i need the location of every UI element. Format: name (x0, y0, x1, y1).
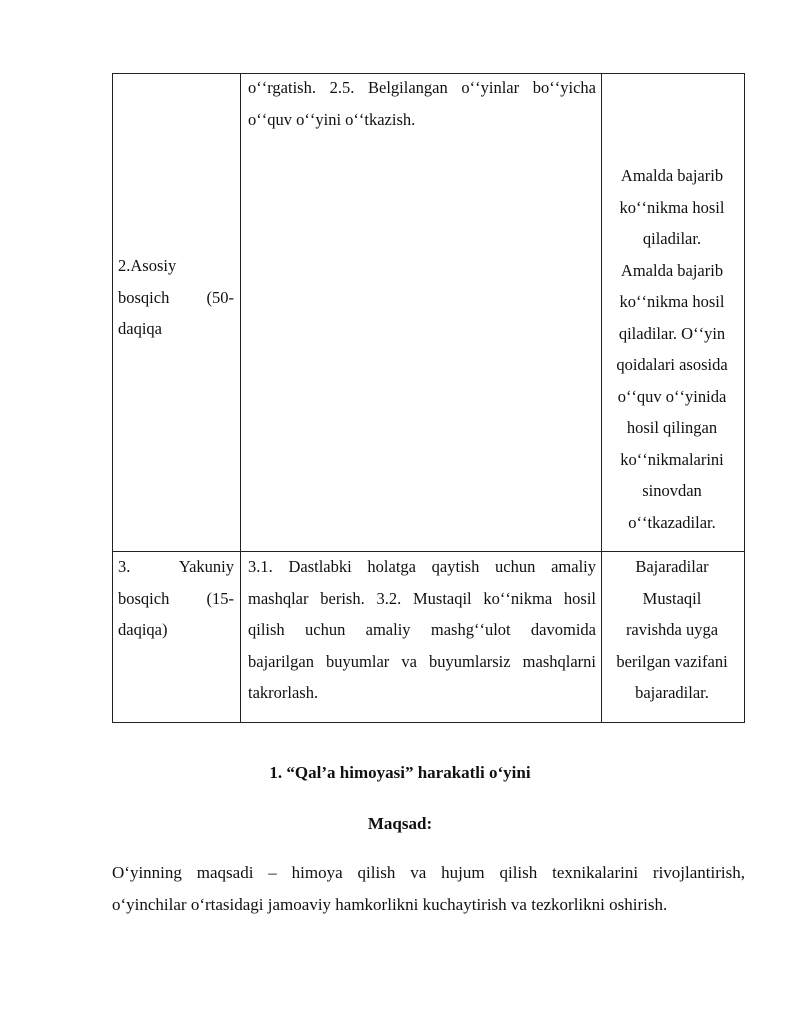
result-cell (608, 551, 736, 709)
content-line: bajarilgan buyumlar va buyumlarsiz mashqlarni (248, 651, 596, 671)
stage-line: bosqich (50- (118, 287, 234, 307)
result-line: qoidalari asosida (616, 355, 728, 374)
content-line: mashqlar berish. 3.2. Mustaqil koʻʻnikma hosil (248, 588, 596, 608)
result-line: bajaradilar. (635, 683, 709, 702)
content-line: qilish uchun amaliy mashgʻʻulot davomida (248, 620, 596, 639)
content-line: oʻʻquv oʻʻyini oʻʻtkazish. (248, 109, 416, 129)
stage-line: 3. Yakuniy (118, 557, 234, 576)
content-cell (248, 72, 596, 135)
result-line: oʻʻquv oʻʻyinida (617, 386, 727, 406)
result-line: ravishda uyga (625, 620, 719, 639)
result-line: qiladilar. Oʻʻyin (618, 323, 726, 343)
result-line: qiladilar. (642, 229, 702, 248)
table-row (112, 551, 745, 723)
result-line: Bajaradilar (635, 557, 709, 576)
stage-line: bosqich (15- (118, 588, 234, 608)
stage-cell (118, 250, 234, 345)
table-row (112, 73, 745, 552)
paragraph-line: oʻyinchilar oʻrtasidagi jamoaviy hamkorlikni kuchaytirish va tezkorlikni oshirish. (112, 895, 668, 914)
result-line: Mustaqil (642, 588, 702, 608)
goal-heading: Maqsad: (367, 814, 433, 833)
result-line: Amalda bajarib (620, 260, 724, 280)
result-line: koʻʻnikmalarini (620, 449, 724, 469)
lesson-stages-table (112, 73, 745, 722)
content-cell (248, 551, 596, 709)
stage-line: 2.Asosiy (118, 256, 177, 275)
content-line: oʻʻrgatish. 2.5. Belgilangan oʻʻyinlar boʻʻyicha (248, 78, 596, 97)
stage-line: daqiqa (118, 319, 162, 338)
result-line: sinovdan (642, 481, 702, 500)
result-line: berilgan vazifani (616, 651, 728, 671)
result-line: oʻʻtkazadilar. (628, 512, 716, 532)
paragraph-line: Oʻyinning maqsadi – himoya qilish va hujum qilish texnikalarini rivojlantirish, (112, 863, 745, 882)
content-line: takrorlash. (248, 683, 319, 702)
stage-line: daqiqa) (118, 620, 168, 639)
stage-cell (118, 551, 234, 646)
result-cell (608, 160, 736, 538)
content-line: 3.1. Dastlabki holatga qaytish uchun amaliy (248, 557, 596, 576)
goal-paragraph (112, 857, 745, 921)
section-title: 1. “Qal’a himoyasi” harakatli oʻyini (269, 763, 531, 782)
result-line: Amalda bajarib (620, 166, 724, 185)
result-line: koʻʻnikma hosil (619, 292, 725, 311)
result-line: hosil qilingan (626, 418, 718, 437)
result-line: koʻʻnikma hosil (619, 197, 725, 217)
